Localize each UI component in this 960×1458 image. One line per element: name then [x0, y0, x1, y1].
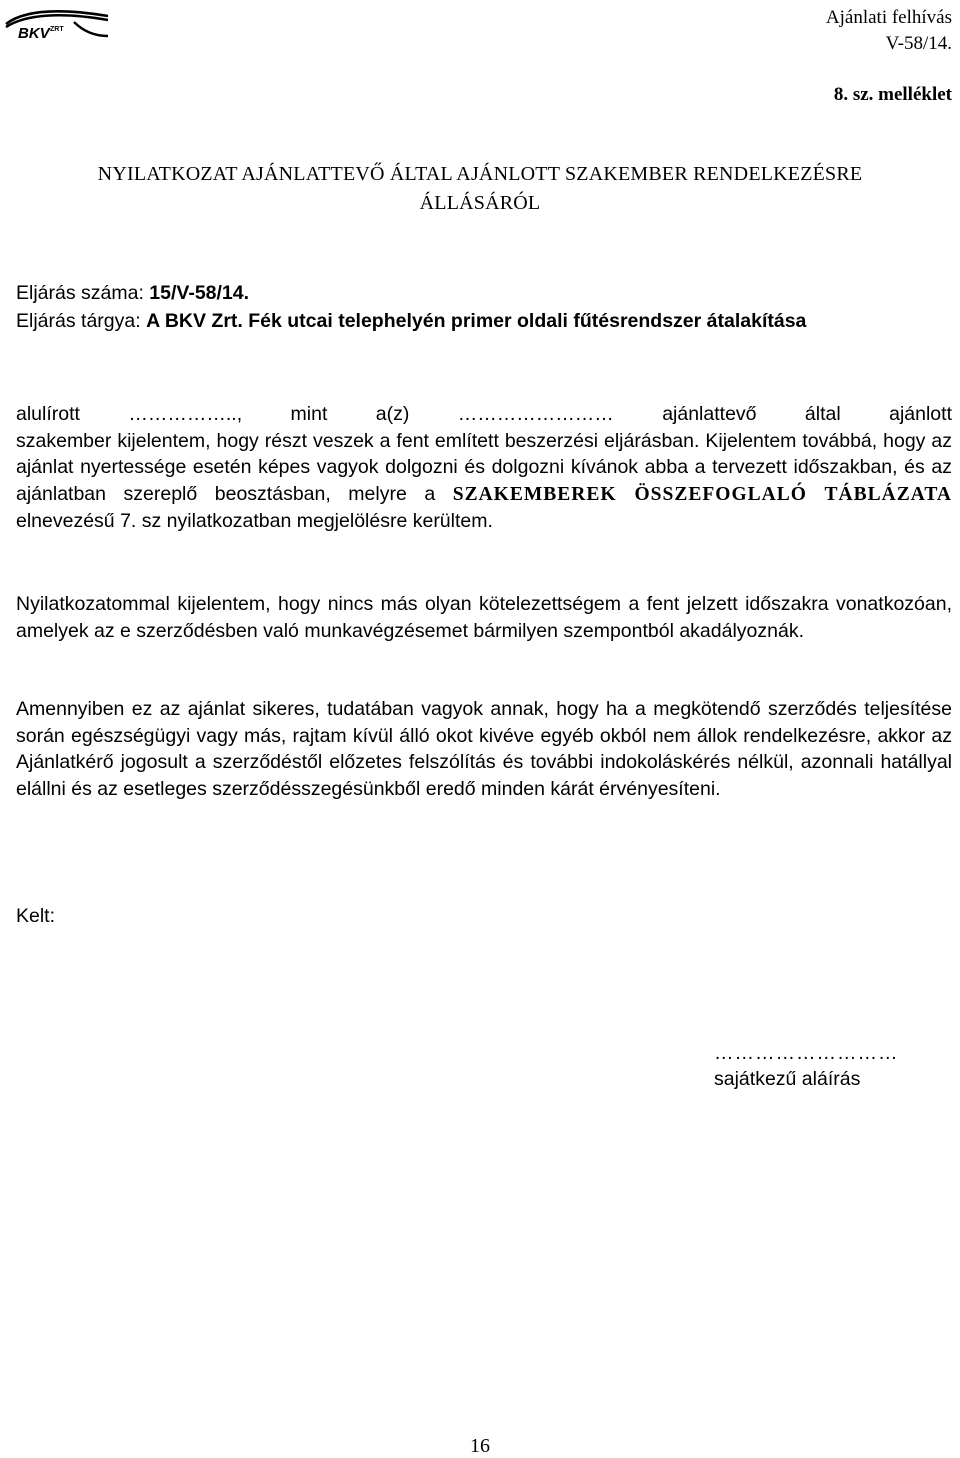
statement-text-before: szakember kijelentem, hogy részt veszek a fent említett beszerzési eljárásban. Kijelentem továbbá, hogy az ajánlat nyertessége esetén képes vagyok dolgozni és dolgozni kívánok abba a tervezett időszakban, és az ajánlatban szereplő beosztásban, melyre a	[16, 429, 952, 505]
table-name-reference: SZAKEMBEREK ÖSSZEFOGLALÓ TÁBLÁZATA	[452, 483, 952, 505]
procedure-subject-label: Eljárás tárgya:	[16, 310, 141, 332]
signature-label: sajátkezű aláírás	[714, 1068, 861, 1090]
bidder-placeholder-dots: ……………………	[457, 403, 614, 425]
procedure-number	[16, 279, 806, 307]
statement-word: által	[804, 403, 841, 425]
statement-paragraph	[16, 401, 952, 535]
signature-line: ………………………	[714, 1042, 899, 1064]
document-header	[826, 5, 952, 57]
procedure-number-label: Eljárás száma:	[16, 282, 144, 304]
date-place-label: Kelt:	[16, 905, 56, 927]
statement-word: mint	[290, 403, 328, 425]
svg-text:BKV: BKV	[18, 25, 50, 42]
document-title	[16, 160, 944, 218]
procedure-subject-value: A BKV Zrt. Fék utcai telephelyén primer oldali fűtésrendszer átalakítása	[146, 310, 807, 332]
consequence-paragraph: Amennyiben ez az ajánlat sikeres, tudatában vagyok annak, hogy ha a megkötendő szerződés teljesítése során egészségügyi vagy más, rajtam kívül álló okot kivéve egyéb okból nem állok rendelkezésre, akkor az Ajánlatkérő jogosult a szerződéstől előzetes felszólítás és további indokoláskérés nélkül, azonnali hatállyal elállni és az esetleges szerződésszegésünkből eredő minden kárát érvényesíteni.	[16, 698, 952, 800]
name-placeholder-dots: ……………..,	[128, 403, 243, 425]
obligation-paragraph: Nyilatkozatommal kijelentem, hogy nincs más olyan kötelezettségem a fent jelzett időszakra vonatkozóan, amelyek az e szerződésben való munkavégzésemet bármilyen szempontból akadályoznák.	[16, 593, 952, 642]
statement-text-after: elnevezésű 7. sz nyilatkozatban megjelölésre kerültem.	[16, 510, 493, 532]
procedure-number-value: 15/V-58/14.	[149, 282, 250, 304]
statement-body	[16, 428, 952, 535]
procedure-subject	[16, 307, 806, 335]
annex-label: 8. sz. melléklet	[833, 84, 952, 105]
svg-text:ZRT: ZRT	[50, 26, 64, 33]
document-type: Ajánlati felhívás	[825, 7, 952, 28]
bkv-logo	[4, 2, 112, 42]
page-number: 16	[470, 1435, 490, 1457]
statement-first-line	[16, 401, 952, 428]
statement-word: ajánlattevő	[662, 403, 757, 425]
signature-block	[714, 1040, 899, 1092]
title-line-1: NYILATKOZAT AJÁNLATTEVŐ ÁLTAL AJÁNLOTT SZAKEMBER RENDELKEZÉSRE	[97, 163, 863, 185]
statement-word: ajánlott	[889, 403, 952, 425]
statement-word: alulírott	[16, 403, 80, 425]
statement-word: a(z)	[375, 403, 410, 425]
procedure-info	[16, 279, 806, 335]
document-code: V-58/14.	[885, 33, 952, 54]
title-line-2: ÁLLÁSÁRÓL	[419, 192, 541, 214]
